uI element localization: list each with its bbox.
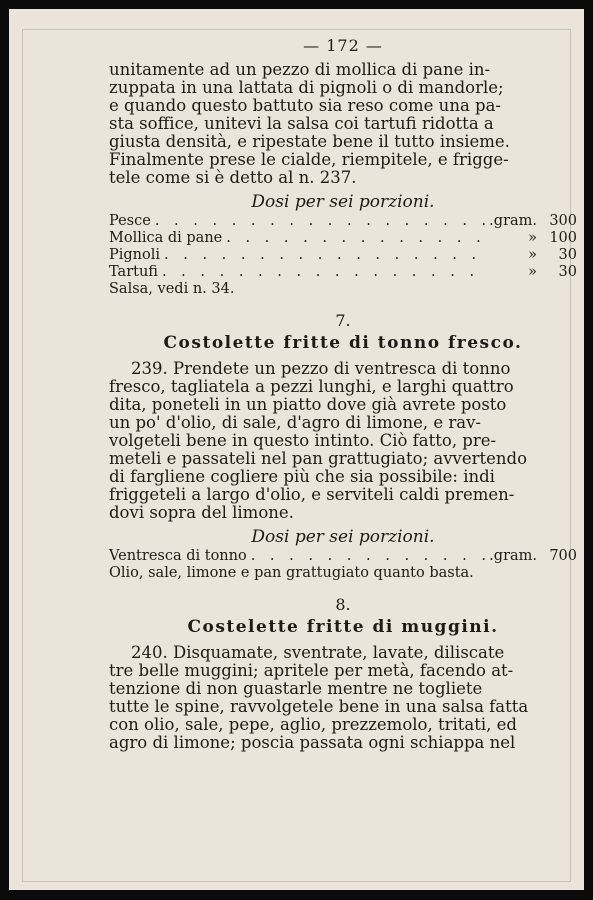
section-number: 7. — [335, 311, 351, 330]
dose-unit: » — [528, 264, 537, 280]
recipe-paragraph — [109, 360, 577, 522]
dose-row — [109, 213, 577, 230]
text-line: tre belle muggini; apritele per metà, facendo at- — [109, 661, 514, 680]
dose-amount: 300 — [549, 213, 577, 229]
intro-paragraph — [109, 61, 577, 187]
dose-name: Salsa, vedi n. 34. — [109, 281, 235, 297]
text-line: con olio, sale, pepe, aglio, prezzemolo, tritati, ed — [109, 715, 517, 734]
text-line: tele come si è detto al n. 237. — [109, 168, 357, 187]
dot-leader — [164, 247, 485, 264]
dose-name: Mollica di pane — [109, 230, 223, 246]
text-line: 240. Disquamate, sventrate, lavate, diliscate — [131, 643, 505, 662]
dose-row — [109, 264, 577, 281]
text-line: di fargliene cogliere più che sia possibile: indi — [109, 467, 495, 486]
dose-name: Olio, sale, limone e pan grattugiato quanto basta. — [109, 565, 474, 581]
dose-row — [109, 247, 577, 264]
recipe-title: Costolette fritte di tonno fresco. — [163, 333, 523, 353]
doses-list — [109, 548, 577, 582]
dose-name: Pignoli — [109, 247, 161, 263]
dose-amount: 100 — [549, 230, 577, 246]
dot-leader — [251, 548, 485, 565]
dose-unit: .gram. — [489, 213, 537, 229]
text-line: giusta densità, e ripestate bene il tutto insieme. — [109, 132, 510, 151]
dose-row — [109, 565, 577, 582]
recipe-paragraph — [109, 644, 577, 752]
dose-row — [109, 281, 577, 298]
text-line: meteli e passateli nel pan grattugiato; avvertendo — [109, 449, 528, 468]
text-line: Finalmente prese le cialde, riempitele, e frigge- — [109, 150, 509, 169]
text-line: un po' d'olio, di sale, d'agro di limone, e rav- — [109, 413, 481, 432]
dose-name: Ventresca di tonno — [109, 548, 247, 564]
dose-name: Pesce — [109, 213, 151, 229]
book-page — [9, 9, 584, 890]
dose-unit: » — [528, 247, 537, 263]
text-line: e quando questo battuto sia reso come una pa- — [109, 96, 501, 115]
dose-unit: .gram. — [489, 548, 537, 564]
dose-amount: 30 — [558, 264, 577, 280]
page-number: — 172 — — [303, 36, 383, 55]
text-line: 239. Prendete un pezzo di ventresca di tonno — [131, 359, 511, 378]
dose-amount: 30 — [558, 247, 577, 263]
text-line: sta soffice, unitevi la salsa coi tartufi ridotta a — [109, 114, 494, 133]
dose-row — [109, 230, 577, 247]
text-line: tutte le spine, ravvolgetele bene in una salsa fatta — [109, 697, 529, 716]
dose-name: Tartufi — [109, 264, 158, 280]
doses-list — [109, 213, 577, 298]
text-line: tenzione di non guastarle mentre ne togliete — [109, 679, 483, 698]
text-line: friggeteli a largo d'olio, e serviteli caldi premen- — [109, 485, 515, 504]
doses-heading: Dosi per sei porzioni. — [251, 192, 435, 212]
dose-row — [109, 548, 577, 565]
dot-leader — [162, 264, 485, 281]
page-content — [109, 37, 577, 752]
dose-amount: 700 — [549, 548, 577, 564]
text-line: volgeteli bene in questo intinto. Ciò fatto, pre- — [109, 431, 497, 450]
text-line: unitamente ad un pezzo di mollica di pane in- — [109, 60, 491, 79]
dot-leader — [226, 230, 485, 247]
dose-unit: » — [528, 230, 537, 246]
text-line: agro di limone; poscia passata ogni schiappa nel — [109, 733, 516, 752]
recipe-title: Costelette fritte di muggini. — [187, 617, 499, 637]
text-line: dita, poneteli in un piatto dove già avrete posto — [109, 395, 507, 414]
doses-heading: Dosi per sei porzioni. — [251, 527, 435, 547]
text-line: dovi sopra del limone. — [109, 503, 294, 522]
section-number: 8. — [335, 595, 351, 614]
text-line: fresco, tagliatela a pezzi lunghi, e larghi quattro — [109, 377, 514, 396]
text-line: zuppata in una lattata di pignoli o di mandorle; — [109, 78, 504, 97]
dot-leader — [155, 213, 485, 230]
